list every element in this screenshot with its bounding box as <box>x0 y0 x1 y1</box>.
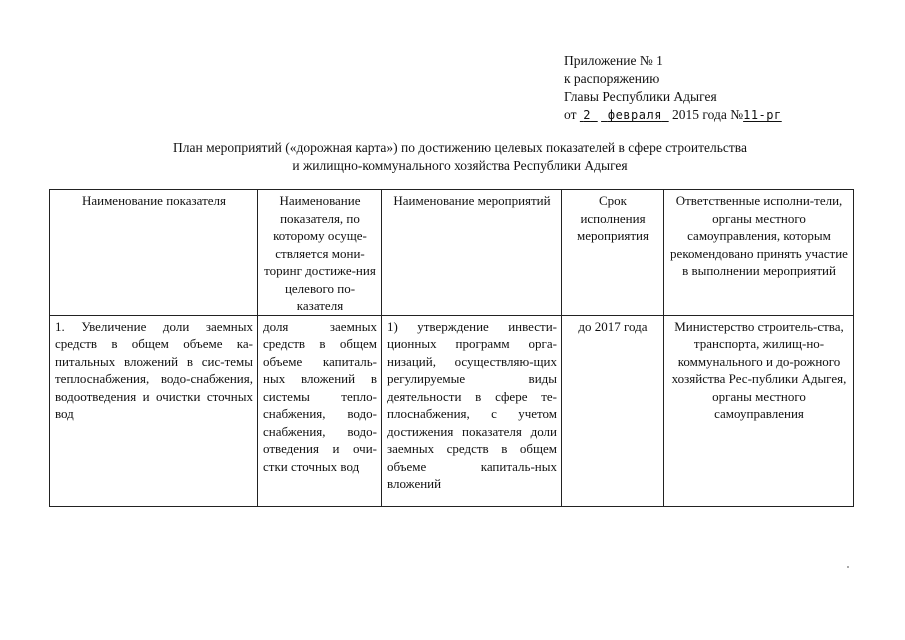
date-day: 2 <box>583 108 591 122</box>
appendix-issuer: Главы Республики Адыгея <box>564 89 717 104</box>
cell-responsible: Министерство строитель-ства, транспорта, жилищ-но-коммунального и до-рожного хозяйства Рес-публики Адыгея, органы местного самоуправления <box>664 315 854 506</box>
appendix-order-label: к распоряжению <box>564 71 660 86</box>
header-responsible: Ответственные исполни-тели, органы местного самоуправления, которым рекомендовано принять участие в выполнении мероприятий <box>664 190 854 316</box>
appendix-date-line <box>564 106 782 124</box>
appendix-block <box>564 52 782 124</box>
appendix-number: Приложение № 1 <box>564 53 663 68</box>
header-indicator: Наименование показателя <box>50 190 258 316</box>
title-line-1: План мероприятий («дорожная карта») по достижению целевых показателей в сфере строительства <box>173 140 747 155</box>
date-year: 2015 года № <box>672 107 744 122</box>
scan-speck <box>847 566 849 568</box>
header-deadline: Срок исполнения мероприятия <box>562 190 664 316</box>
document-title <box>60 139 860 175</box>
table-header-row <box>50 190 854 316</box>
roadmap-table <box>49 189 854 507</box>
header-measures: Наименование мероприятий <box>382 190 562 316</box>
table-row <box>50 315 854 506</box>
date-month: февраля <box>607 108 662 122</box>
cell-measures: 1) утверждение инвести-ционных программ орга-низаций, осуществляю-щих регулируемые виды деятельности в сфере те-плоснабжения, с учетом достижения показателя доли заемных средств в общем объеме капиталь-ных вложений <box>382 315 562 506</box>
cell-deadline: до 2017 года <box>562 315 664 506</box>
date-prefix: от <box>564 107 577 122</box>
title-line-2: и жилищно-коммунального хозяйства Республики Адыгея <box>292 158 628 173</box>
order-number: 11-рг <box>743 108 782 122</box>
cell-monitoring: доля заемных средств в общем объеме капиталь-ных вложений в системы тепло-снабжения, водо-снабжения, водо-отведения и очи-стки сточных вод <box>258 315 382 506</box>
header-monitoring-indicator: Наименование показателя, по которому осуще-ствляется мони-торинг достиже-ния целевого по-казателя <box>258 190 382 316</box>
cell-indicator: 1. Увеличение доли заемных средств в общем объеме ка-питальных вложений в сис-темы теплоснабжения, водо-снабжения, водоотведения и очистки сточных вод <box>50 315 258 506</box>
